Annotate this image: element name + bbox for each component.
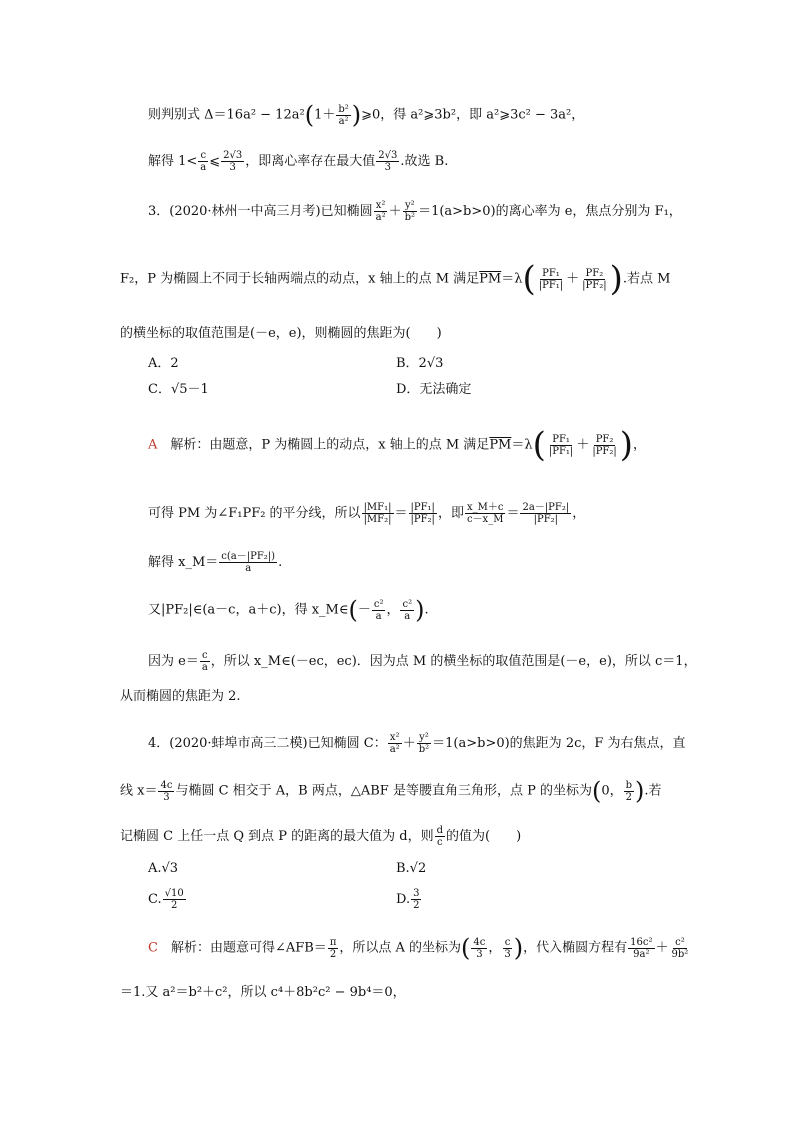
fraction: $\frac{\text{PF₁}}{\text{|PF₁|}}$ — [548, 433, 574, 457]
fraction: $\frac{\text{c(a－|PF₂|)}}{a}$ — [221, 551, 276, 574]
answer-label: A — [148, 437, 158, 453]
option-a: A．2 — [148, 356, 179, 371]
solution-line-conclusion: 解得 1< $\frac{c}{a}$ ⩽ $\frac{2√3}{3}$ ，即离心率存在最大值 $\frac{2√3}{3}$ .故选 B. — [148, 150, 449, 173]
question-4-line-3: 记椭圆 C 上任一点 Q 到点 P 的距离的最大值为 d，则 $\frac{d}{c}$ 的值为( ) — [120, 825, 522, 848]
vector-pm: $\overline{PM}$ — [479, 271, 502, 287]
fraction: $\frac{\text{x²}}{\text{a²}}$ — [389, 732, 400, 755]
fraction: $\frac{x\_M+c}{c-x\_M}$ — [466, 502, 504, 525]
solution-3-line-6: 从而椭圆的焦距为 2. — [120, 689, 241, 704]
fraction: $\frac{\text{PF₁}}{\text{|PF₁|}}$ — [538, 267, 564, 291]
fraction: $\frac{4c}{3}$ — [160, 779, 173, 803]
fraction: $\frac{\text{|MF₁|}}{\text{|MF₂|}}$ — [363, 502, 392, 525]
fraction: $\frac{\text{c²}}{a}$ — [373, 598, 384, 622]
fraction: $\frac{\text{2a－|PF₂|}}{\text{|PF₂|}}$ — [522, 502, 570, 525]
fraction: $\frac{b}{2}$ — [625, 779, 633, 803]
fraction: $\frac{\text{16c²}}{\text{9a²}}$ — [630, 936, 653, 960]
fraction: $\frac{d}{c}$ — [436, 825, 444, 848]
question-3-line-2: F₂，P 为椭圆上不同于长轴两端点的动点，x 轴上的点 M 满足$\overline{PM}=\lambda$( $\frac{\text{PF₁}}{\text{|PF₁|}}$ ＋ $\frac{\text{PF₂}}{\text{|PF₂|}}$ ).若点 M — [120, 259, 671, 299]
option-c: C．√5－1 — [148, 382, 209, 397]
option-c: C. $\frac{√10}{2}$ — [148, 888, 184, 911]
question-3-line-3: 的横坐标的取值范围是(－e，e)，则椭圆的焦距为( ) — [120, 326, 442, 341]
fraction: $\frac{3}{2}$ — [413, 888, 420, 911]
fraction: $\frac{c}{a}$ — [201, 650, 208, 673]
fraction: $\frac{\text{b²}}{\text{a²}}$ — [338, 103, 349, 127]
question-3-line-1: 3．(2020·林州一中高三月考)已知椭圆 $\frac{\text{x²}}{\text{a²}}$ ＋ $\frac{\text{y²}}{\text{b²}}$ ＝1(a>b>0)的离心率为 e，焦点分别为 F₁， — [148, 200, 682, 223]
solution-line-discriminant: 则判别式 Δ＝16a² − 12a²(1＋ $\frac{\text{b²}}{\text{a²}}$ )⩾0，得 a²⩾3b²，即 a²⩾3c² − 3a²， — [148, 101, 585, 129]
option-b: B．2√3 — [396, 356, 444, 371]
solution-3-line-2: 可得 PM 为∠F₁PF₂ 的平分线，所以 $\frac{\text{|MF₁|}}{\text{|MF₂|}}$ ＝ $\frac{\text{|PF₁|}}{\text{|PF₂|}}$ ，即 $\frac{x\_M+c}{c-x\_M}$ ＝ $\frac{\text{2a－|PF₂|}}{\text{|PF₂|}}$ ， — [148, 502, 586, 525]
solution-4-line-2: ＝1.又 a²＝b²＋c²，所以 c⁴＋8b²c² − 9b⁴＝0， — [120, 985, 406, 1000]
fraction: $\frac{\text{y²}}{\text{b²}}$ — [418, 732, 430, 755]
option-b: B.√2 — [396, 861, 427, 876]
solution-3-line-4: 又|PF₂|∈(a－c，a＋c)，得 x_M∈(－ $\frac{\text{c²}}{a}$ ， $\frac{\text{c²}}{a}$ ). — [148, 596, 429, 624]
solution-3-line-1: A 解析：由题意，P 为椭圆上的动点，x 轴上的点 M 满足$\overline{PM}=\lambda$( $\frac{\text{PF₁}}{\text{|PF₁|}}$ ＋ $\frac{\text{PF₂}}{\text{|PF₂|}}$ )， — [148, 425, 647, 465]
fraction: $\frac{\text{|PF₁|}}{\text{|PF₂|}}$ — [410, 502, 435, 525]
fraction: $\frac{\pi}{2}$ — [329, 936, 337, 960]
fraction: $\frac{2√3}{3}$ — [378, 150, 398, 173]
question-4-line-1: 4．(2020·蚌埠市高三二模)已知椭圆 C： $\frac{\text{x²}}{\text{a²}}$ ＋ $\frac{\text{y²}}{\text{b²}}$ ＝1(a>b>0)的焦距为 2c，F 为右焦点，直 — [148, 732, 686, 755]
fraction: $\frac{2√3}{3}$ — [223, 150, 243, 173]
option-a: A.√3 — [148, 861, 179, 876]
answer-label: C — [148, 940, 158, 956]
fraction: $\frac{\text{c²}}{a}$ — [402, 598, 413, 622]
option-d: D．无法确定 — [396, 382, 472, 397]
solution-4-line-1: C 解析：由题意可得∠AFB＝ $\frac{\pi}{2}$ ，所以点 A 的坐标为( $\frac{4c}{3}$ ， $\frac{c}{3}$ )，代入椭圆方程有 $\frac{\text{16c²}}{\text{9a²}}$ ＋ $\frac{\text{c²}}{\text{9b²}}$ — [148, 934, 689, 962]
fraction: $\frac{c}{3}$ — [504, 936, 511, 960]
fraction: $\frac{c}{a}$ — [200, 150, 207, 173]
fraction: $\frac{\text{c²}}{\text{9b²}}$ — [671, 936, 689, 960]
fraction: $\frac{4c}{3}$ — [473, 936, 486, 960]
fraction: $\frac{\text{PF₂}}{\text{|PF₂|}}$ — [592, 433, 617, 457]
fraction: $\frac{\text{x²}}{\text{a²}}$ — [375, 200, 386, 223]
fraction: $\frac{\text{PF₂}}{\text{|PF₂|}}$ — [582, 267, 607, 291]
fraction: $\frac{\text{y²}}{\text{b²}}$ — [404, 200, 416, 223]
solution-3-line-3: 解得 x_M＝ $\frac{\text{c(a－|PF₂|)}}{a}$ . — [148, 551, 283, 574]
option-d: D. $\frac{3}{2}$ — [396, 888, 420, 911]
fraction: $\frac{√10}{2}$ — [164, 888, 184, 911]
solution-3-line-5: 因为 e＝ $\frac{c}{a}$ ，所以 x_M∈(－ec，ec)．因为点 M 的横坐标的取值范围是(－e，e)，所以 c＝1， — [148, 650, 697, 673]
question-4-line-2: 线 x＝ $\frac{4c}{3}$ 与椭圆 C 相交于 A，B 两点，△ABF 是等腰直角三角形，点 P 的坐标为(0， $\frac{b}{2}$ ).若 — [120, 777, 662, 805]
